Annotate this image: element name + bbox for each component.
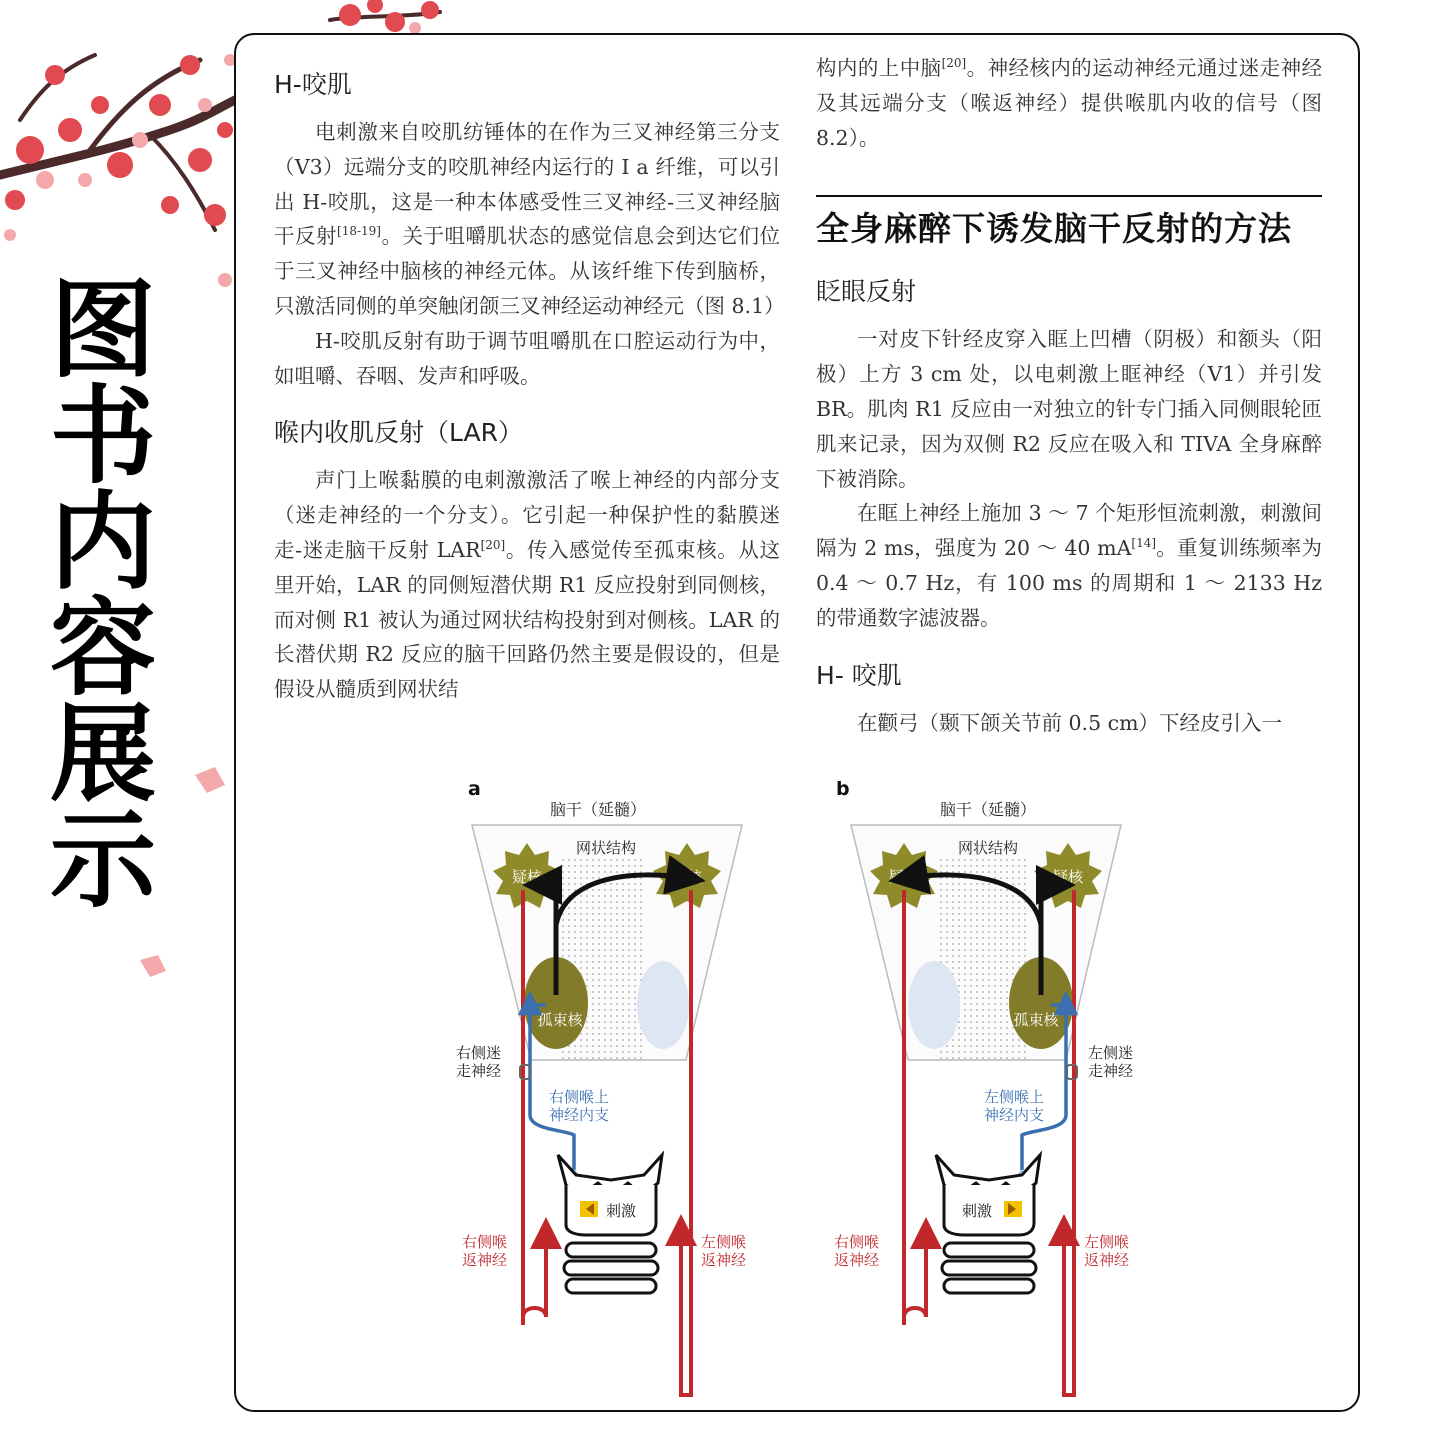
vagus-label: 左侧迷 [1088,1044,1134,1062]
brainstem-label: 脑干（延髓） [549,800,647,819]
trachea-ring [566,1279,656,1293]
nucleus-label: 疑核 [511,868,543,886]
vagus-label: 右侧迷 [456,1044,502,1062]
side-title-char: 书 [50,375,156,498]
rln-label: 返神经 [834,1251,880,1269]
reticular-label: 网状结构 [957,839,1019,857]
solitary-nucleus-contra [637,961,689,1049]
trachea-ring [564,1261,658,1275]
citation: [20] [480,537,506,552]
paragraph-text: 。神经核内的运动神经元通过迷走神经及其远端分支（喉返神经）提供喉肌内收的信号（图 8.2）。 [816,56,1323,150]
stim-label: 刺激 [962,1202,993,1220]
paragraph-text: 。传入感觉传至孤束核。从这里开始，LAR 的同侧短潜伏期 R1 反应投射到同侧核，而对侧 R1 被认为通过网状结构投射到对侧核。LAR 的长潜伏期 R2 反应的脑干回路仍然主要是假设的，但是假设从髓质到网状结 [274,537,781,702]
paragraph-text: 构内的上中脑 [816,56,942,80]
heading-blink-reflex: 眨眼反射 [816,277,917,307]
stim-label: 刺激 [606,1202,637,1220]
paragraph: H-咬肌反射有助于调节咀嚼肌在口腔运动行为中，如咀嚼、吞咽、发声和呼吸。 [274,328,780,388]
citation: [14] [1131,536,1157,551]
solitary-label: 孤束核 [537,1011,583,1029]
sln-label: 神经内支 [549,1106,610,1124]
sln-label: 右侧喉上 [549,1088,610,1106]
lar-diagram [236,35,1358,1410]
reticular-label: 网状结构 [575,839,637,857]
trachea-ring [944,1243,1034,1257]
panel-letter: b [836,778,850,800]
panel-a [456,778,746,1395]
nucleus-label: 疑核 [888,868,920,886]
rln-label: 返神经 [1084,1251,1130,1269]
rln-label: 左侧喉 [701,1233,747,1251]
rln-label: 返神经 [462,1251,508,1269]
paragraph-text: 在眶上神经上施加 3 ～ 7 个矩形恒流刺激，刺激间隔为 2 ms，强度为 20 ～ 40 mA [816,501,1322,561]
sln-label: 左侧喉上 [984,1088,1045,1106]
section-title: 全身麻醉下诱发脑干反射的方法 [816,209,1292,249]
paragraph-text: 声门上喉黏膜的电刺激激活了喉上神经的内部分支（迷走神经的一个分支）。它引起一种保护性的黏膜迷走-迷走脑干反射 LAR [274,468,780,562]
rln-label: 左侧喉 [1084,1233,1130,1251]
paragraph: 一对皮下针经皮穿入眶上凹槽（阴极）和额头（阳极）上方 3 cm 处，以电刺激上眶神经（V1）并引发 BR。肌肉 R1 反应由一对独立的针专门插入同侧眼轮匝肌来记录，因为双侧 R2 反应在吸入和 TIVA 全身麻醉下被消除。 [816,327,1322,491]
heading-lar: 喉内收肌反射（LAR） [274,418,523,448]
panel-b [834,778,1133,1395]
solitary-label: 孤束核 [1013,1011,1059,1029]
side-title-char: 展 [50,693,156,816]
citation: [20] [941,56,967,70]
right-rln [523,1233,546,1325]
citation: [18-19] [337,224,381,239]
brainstem-label: 脑干（延髓） [939,800,1037,819]
heading-h-masseter: H-咬肌 [274,70,352,99]
paragraph-text: 。关于咀嚼肌状态的感觉信息会到达它们位于三叉神经中脑核的神经元体。从该纤维下传到脑桥，只激活同侧的单突触闭颌三叉神经运动神经元（图 8.1） [274,224,785,318]
side-title-char: 内 [50,481,156,604]
nucleus-label: 疑核 [671,868,703,886]
side-title-char: 图 [50,269,156,392]
vagus-label: 走神经 [1088,1062,1134,1080]
vagus-label: 走神经 [456,1062,502,1080]
solitary-nucleus-contra [908,961,960,1049]
side-title-char: 容 [50,587,156,710]
side-title [48,269,158,922]
paragraph-text: 电刺激来自咬肌纺锤体的在作为三叉神经第三分支（V3）远端分支的咬肌神经内运行的 I a 纤维，可以引出 H-咬肌，这是一种本体感受性三叉神经-三叉神经脑干反射 [274,120,780,249]
sln-label: 神经内支 [984,1106,1045,1124]
nucleus-label: 疑核 [1052,868,1084,886]
trachea-ring [566,1243,656,1257]
rln-label: 右侧喉 [834,1233,880,1251]
book-page [234,33,1360,1412]
paragraph-text: 。重复训练频率为 0.4 ～ 0.7 Hz，有 100 ms 的周期和 1 ～ 2133 Hz 的带通数字滤波器。 [816,536,1323,630]
rln-label: 返神经 [701,1251,747,1269]
panel-letter: a [468,778,481,800]
side-title-char: 示 [50,799,156,922]
trachea-ring [944,1279,1034,1293]
trachea-ring [942,1261,1036,1275]
paragraph: 在颧弓（颞下颌关节前 0.5 cm）下经皮引入一 [857,710,1283,735]
rln-label: 右侧喉 [462,1233,508,1251]
heading-h-masseter-2: H- 咬肌 [816,660,902,690]
